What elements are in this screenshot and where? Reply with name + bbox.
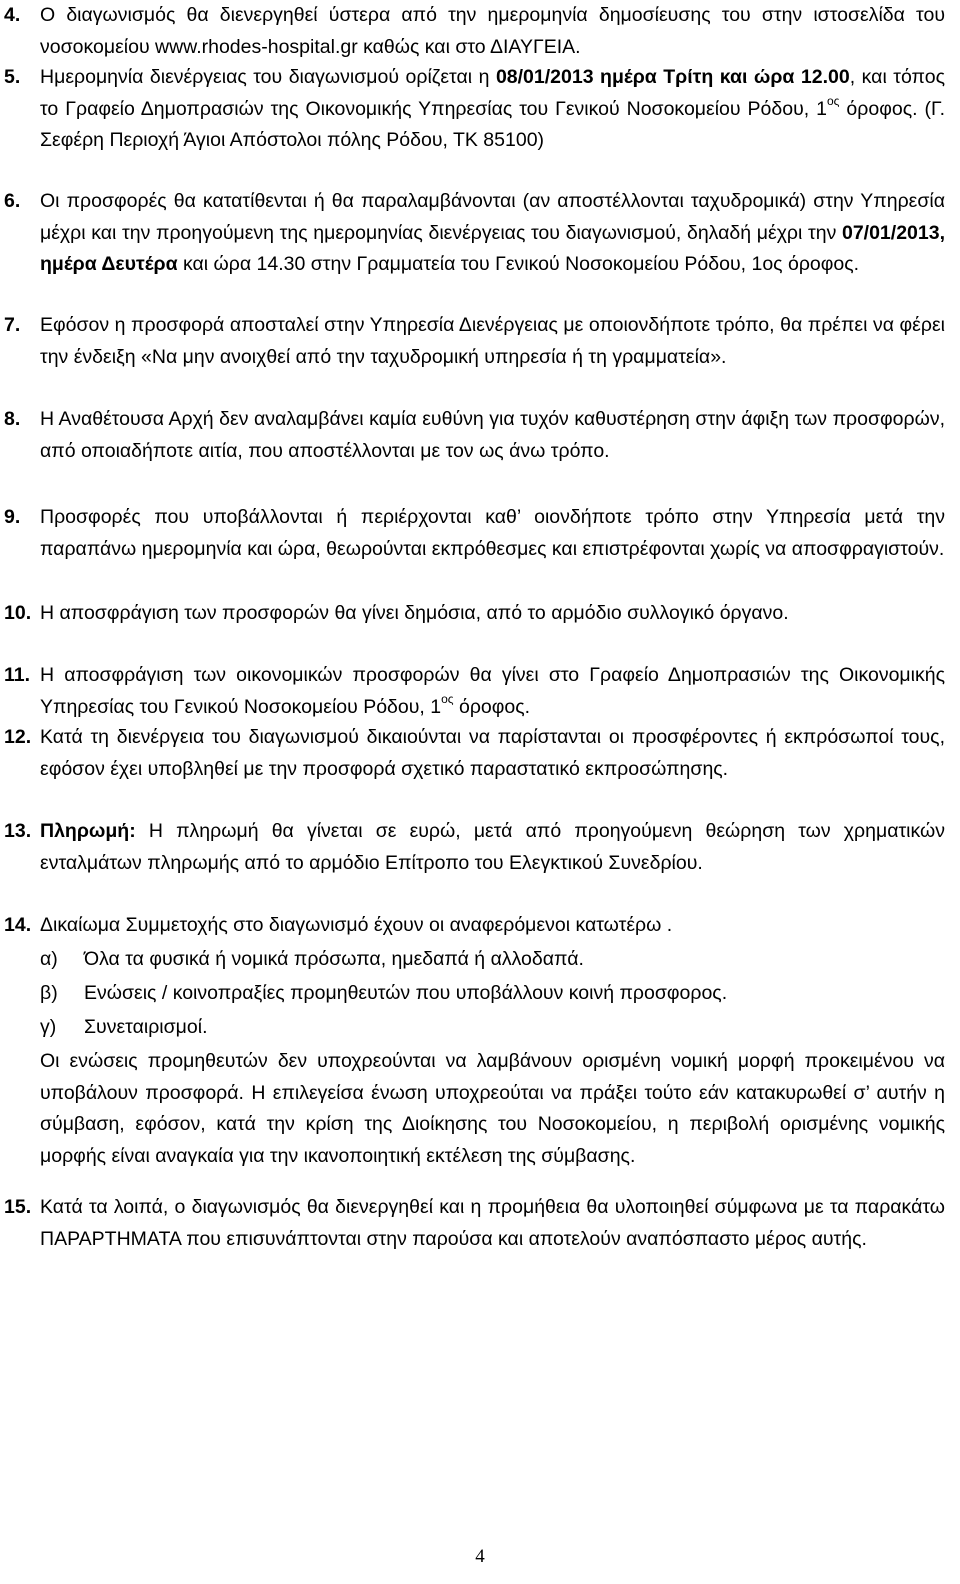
item-text <box>40 1192 945 1255</box>
bold-text: 08/01/2013 ημέρα Τρίτη και ώρα 12.00 <box>495 66 850 88</box>
text-segment: Ο διαγωνισμός θα διενεργηθεί ύστερα από την ημερομηνία δημοσίευσης του στην ιστοσελίδα του νοσοκομείου www.rhodes-hospital.gr καθώς και στο ΔΙΑΥΓΕΙΑ. <box>40 4 945 58</box>
item-number: 7. <box>4 314 21 336</box>
item-text <box>40 816 945 879</box>
bold-text: Πληρωμή: <box>40 820 136 842</box>
subitem-text: Όλα τα φυσικά ή νομικά πρόσωπα, ημεδαπά ή αλλοδαπά. <box>84 948 584 970</box>
item-number: 10. <box>4 602 32 624</box>
item-number: 15. <box>4 1196 32 1218</box>
item-text <box>40 910 945 942</box>
item-number: 13. <box>4 820 32 842</box>
item-number: 14. <box>4 914 32 936</box>
text-segment: Εφόσον η προσφορά αποσταλεί στην Υπηρεσία Διενέργειας με οποιονδήποτε τρόπο, θα πρέπει να φέρει την ένδειξη «Να μην ανοιχθεί από την ταχυδρομική υπηρεσία ή τη γραμματεία». <box>40 314 945 368</box>
superscript-text: ος <box>826 94 840 108</box>
item-number: 11. <box>4 664 31 686</box>
text-segment: Η πληρωμή θα γίνεται σε ευρώ, μετά από προηγούμενη θεώρηση των χρηματικών ενταλμάτων πληρωμής από το αρμόδιο Επίτροπο του Ελεγκτικού Συνεδρίου. <box>40 820 945 874</box>
subitem-b <box>40 978 945 1010</box>
text-segment: Οι προσφορές θα κατατίθενται ή θα παραλαμβάνονται (αν αποστέλλονται ταχυδρομικά) στην Υπηρεσία μέχρι και την προηγούμενη της ημερομηνίας διενέργειας του διαγωνισμού, δηλαδή μέχρι την <box>40 190 945 244</box>
note-14: Οι ενώσεις προμηθευτών δεν υποχρεούνται να λαμβάνουν ορισμένη νομική μορφή προκειμένου να υποβάλουν προσφορά. Η επιλεγείσα ένωση υποχρεούται να πράξει τούτο εάν κατακυρωθεί σ’ αυτήν η σύμβαση, εφόσον, κατά την κρίση της Διοίκησης του Νοσοκομείου, η περιβολή ορισμένης νομικής μορφής είναι αναγκαία για την ικανοποιητική εκτέλεση της σύμβασης. <box>40 1050 945 1167</box>
item-text <box>40 186 945 281</box>
subitem-c <box>40 1012 945 1044</box>
text-segment: Προσφορές που υποβάλλονται ή περιέρχονται καθ’ οιονδήποτε τρόπο στην Υπηρεσία μετά την παραπάνω ημερομηνία και ώρα, θεωρούνται εκπρόθεσμες και επιστρέφονται χωρίς να αποσφραγιστούν. <box>40 506 945 560</box>
text-segment: Ημερομηνία διενέργειας του διαγωνισμού ορίζεται η <box>40 66 496 88</box>
item-number: 12. <box>4 726 32 748</box>
item-number: 9. <box>4 506 21 528</box>
text-segment: και ώρα 14.30 στην Γραμματεία του Γενικού Νοσοκομείου Ρόδου, 1ος όροφος. <box>177 253 860 275</box>
text-segment: όροφος. (Γ. Σεφέρη Περιοχή Άγιοι Απόστολοι πόλης Ρόδου, ΤΚ 85100) <box>40 97 945 151</box>
item-text <box>40 62 945 157</box>
item-number: 8. <box>4 408 21 430</box>
bold-text: 07/01/2013, ημέρα Δευτέρα <box>40 221 945 275</box>
superscript-text: ος <box>441 692 454 706</box>
item-number: 5. <box>4 66 21 88</box>
text-segment: όροφος. <box>453 695 531 718</box>
subitem-text: Συνεταιρισμοί. <box>84 1016 208 1038</box>
item-text <box>40 404 945 467</box>
subitem-a <box>40 944 945 976</box>
item-text <box>40 310 945 373</box>
text-segment: Δικαίωμα Συμμετοχής στο διαγωνισμό έχουν οι αναφερόμενοι κατωτέρω . <box>40 914 673 936</box>
item-text <box>40 722 945 785</box>
subitem-label: α) <box>40 948 58 970</box>
text-segment: , και τόπος το Γραφείο Δημοπρασιών της Οικονομικής Υπηρεσίας του Γενικού Νοσοκομείου Ρόδου, 1 <box>40 66 945 120</box>
item-text <box>40 502 945 565</box>
subitem-label: β) <box>40 982 58 1004</box>
text-segment: Η αποσφράγιση των οικονομικών προσφορών θα γίνει στο Γραφείο Δημοπρασιών της Οικονομικής Υπηρεσίας του Γενικού Νοσοκομείου Ρόδου, 1 <box>40 664 945 718</box>
item-text <box>40 660 945 723</box>
text-segment: Κατά τη διενέργεια του διαγωνισμού δικαιούνται να παρίστανται οι προσφέροντες ή εκπρόσωποί τους, εφόσον έχει υποβληθεί με την προσφορά σχετικό παραστατικό εκπροσώπησης. <box>40 726 945 780</box>
subitem-label: γ) <box>40 1016 57 1038</box>
item-text <box>40 598 945 630</box>
text-segment: Κατά τα λοιπά, ο διαγωνισμός θα διενεργηθεί και η προμήθεια θα υλοποιηθεί σύμφωνα με τα παρακάτω ΠΑΡΑΡΤΗΜΑΤΑ που επισυνάπτονται στην παρούσα και αποτελούν αναπόσπαστο μέρος αυτής. <box>40 1196 945 1250</box>
text-segment: Η Αναθέτουσα Αρχή δεν αναλαμβάνει καμία ευθύνη για τυχόν καθυστέρηση στην άφιξη των προσφορών, από οποιαδήποτε αιτία, που αποστέλλονται με τον ως άνω τρόπο. <box>40 408 945 462</box>
item-text <box>40 0 945 63</box>
subitem-text: Ενώσεις / κοινοπραξίες προμηθευτών που υποβάλλουν κοινή προσφορος. <box>84 982 728 1004</box>
item-number: 4. <box>4 4 21 26</box>
page-number: 4 <box>475 1546 485 1567</box>
item-number: 6. <box>4 190 21 212</box>
text-segment: Η αποσφράγιση των προσφορών θα γίνει δημόσια, από το αρμόδιο συλλογικό όργανο. <box>40 602 789 624</box>
